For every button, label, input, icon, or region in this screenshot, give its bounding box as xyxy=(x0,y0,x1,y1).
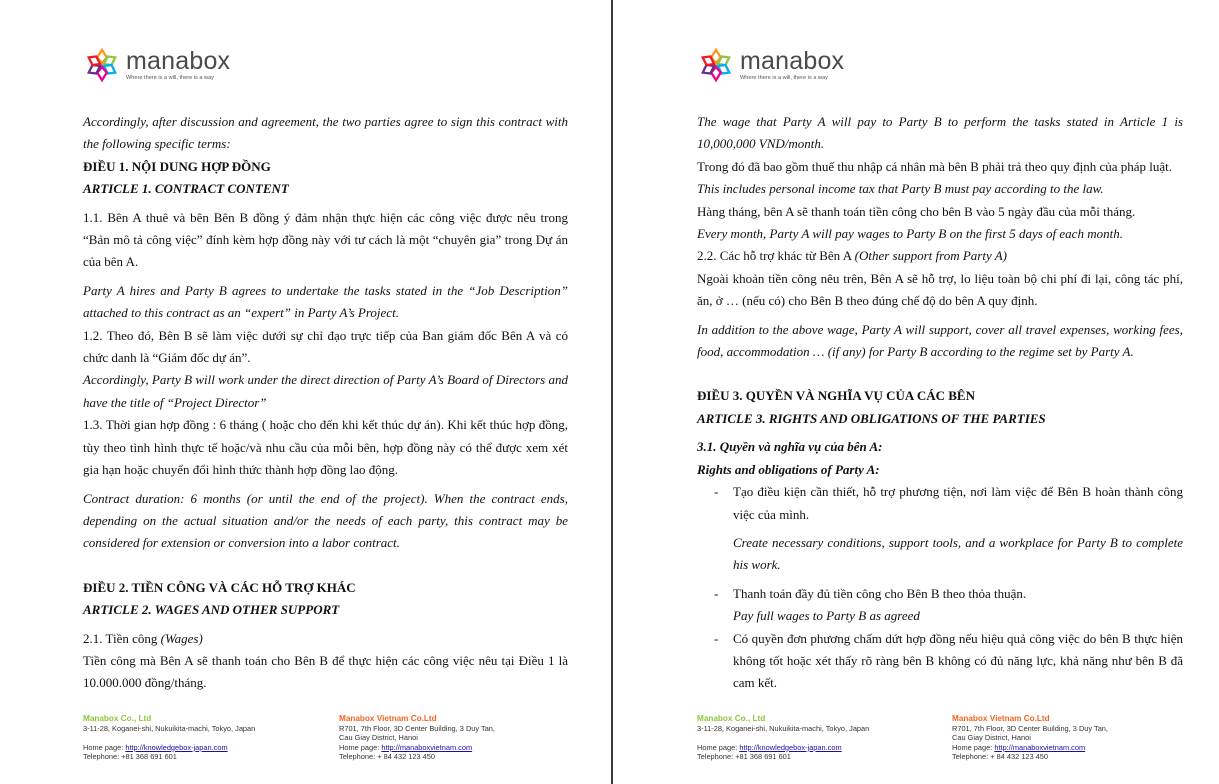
footer-vietnam-home-label: Home page: xyxy=(339,742,382,752)
bullet-dash: - xyxy=(714,585,719,601)
footer-japan-home-label: Home page: xyxy=(697,742,740,752)
bullet-dash: - xyxy=(714,630,719,646)
footer-japan xyxy=(83,714,283,762)
bullet-dash: - xyxy=(714,484,719,500)
clause-3-1-vi: 3.1. Quyền và nghĩa vụ của bên A: xyxy=(697,439,883,455)
footer-vietnam xyxy=(952,714,1152,762)
obligation-1-en: Create necessary conditions, support tools, and a workplace for Party B to complete his work. xyxy=(733,534,1183,573)
tax-en: This includes personal income tax that Party B must pay according to the law. xyxy=(697,181,1104,197)
footer-vietnam-address-2: Cau Giay District, Hanoi xyxy=(339,733,418,743)
footer-vietnam-address-2: Cau Giay District, Hanoi xyxy=(952,733,1031,743)
footer-vietnam-telephone: Telephone: + 84 432 123 450 xyxy=(952,752,1048,762)
manabox-logo xyxy=(697,46,844,84)
footer-japan-address: 3-11-28, Koganei-shi, Nukuikita-machi, Tokyo, Japan xyxy=(697,723,870,733)
tax-vi: Trong đó đã bao gồm thuế thu nhập cá nhân mà bên B phải trả theo quy định của pháp luật. xyxy=(697,158,1173,174)
flower-logo-icon xyxy=(83,46,121,84)
article-2-heading-en: ARTICLE 2. WAGES AND OTHER SUPPORT xyxy=(83,602,340,618)
article-3-heading-vi: ĐIỀU 3. QUYỀN VÀ NGHĨA VỤ CỦA CÁC BÊN xyxy=(697,388,975,404)
clause-2-1-vi: 2.1. Tiền công xyxy=(83,630,161,646)
clause-2-1-en: (Wages) xyxy=(160,630,203,646)
support-vi: Ngoài khoản tiền công nêu trên, Bên A sẽ hỗ trợ, lo liệu toàn bộ chi phí đi lại, công tác phí, ăn, ở … (nếu có) cho Bên B theo đúng chế độ do bên A quy định. xyxy=(697,270,1183,309)
footer-vietnam-home-link[interactable]: http://manaboxvietnam.com xyxy=(381,742,473,752)
footer-vietnam-address-1: R701, 7th Floor, 3D Center Building, 3 Duy Tan, xyxy=(339,723,495,733)
footer-japan-home-link[interactable]: http://knowledgebox-japan.com xyxy=(125,742,228,752)
article-1-heading-vi: ĐIỀU 1. NỘI DUNG HỢP ĐỒNG xyxy=(83,158,271,174)
obligation-1-vi: Tạo điều kiện cần thiết, hỗ trợ phương tiện, nơi làm việc để Bên B hoàn thành công việc của mình. xyxy=(733,484,1183,522)
clause-2-1-body: Tiền công mà Bên A sẽ thanh toán cho Bên B để thực hiện các công việc nêu tại Điều 1 là 10.000.000 đồng/tháng. xyxy=(83,652,568,691)
footer-vietnam-company: Manabox Vietnam Co.Ltd xyxy=(339,714,437,723)
clause-2-1-title xyxy=(83,628,568,650)
monthly-en: Every month, Party A will pay wages to Party B on the first 5 days of each month. xyxy=(697,226,1123,242)
list-item xyxy=(697,628,1183,695)
footer-japan-telephone: Telephone: +81 368 691 601 xyxy=(697,752,791,762)
clause-2-2-vi: 2.2. Các hỗ trợ khác từ Bên A xyxy=(697,248,855,264)
list-item xyxy=(697,481,1183,577)
footer-japan-company: Manabox Co., Ltd xyxy=(83,714,152,723)
clause-1-3-vi: 1.3. Thời gian hợp đồng : 6 tháng ( hoặc cho đến khi kết thúc dự án). Khi kết thúc hợp đồng, tùy theo tình hình thực tế hoặc/và nhu cầu của mỗi bên, hợp đồng này có thể được xem xét gia hạn hoặc chuyển đổi hình thức thành hợp đồng lao động. xyxy=(83,417,568,478)
list-item xyxy=(697,583,1183,628)
clause-2-2-title xyxy=(697,245,1183,267)
footer-japan-company: Manabox Co., Ltd xyxy=(697,714,766,723)
clause-1-1-vi: 1.1. Bên A thuê và bên Bên B đồng ý đảm nhận thực hiện các công việc được nêu trong “Bản mô tả công việc” đính kèm hợp đồng này với tư cách là một “chuyên gia” trong Dự án của bên A. xyxy=(83,209,568,270)
obligation-2-vi: Thanh toán đầy đủ tiền công cho Bên B theo thỏa thuận. xyxy=(733,585,1027,601)
manabox-logo xyxy=(83,46,230,84)
flower-logo-icon xyxy=(697,46,735,84)
article-3-heading-en: ARTICLE 3. RIGHTS AND OBLIGATIONS OF THE PARTIES xyxy=(697,410,1046,426)
footer-vietnam xyxy=(339,714,539,762)
document-page-2 xyxy=(613,0,1219,784)
article-2-heading-vi: ĐIỀU 2. TIỀN CÔNG VÀ CÁC HỖ TRỢ KHÁC xyxy=(83,579,356,595)
brand-tagline: Where there is a will, there is a way xyxy=(126,75,214,81)
footer-japan-address: 3-11-28, Koganei-shi, Nukuikita-machi, Tokyo, Japan xyxy=(83,723,256,733)
page-1-body xyxy=(83,111,568,695)
clause-3-1-en: Rights and obligations of Party A: xyxy=(697,461,880,477)
footer-vietnam-home-label: Home page: xyxy=(952,742,995,752)
footer-vietnam-address-1: R701, 7th Floor, 3D Center Building, 3 Duy Tan, xyxy=(952,723,1108,733)
footer-vietnam-home-link[interactable]: http://manaboxvietnam.com xyxy=(994,742,1086,752)
clause-1-2-vi: 1.2. Theo đó, Bên B sẽ làm việc dưới sự chỉ đạo trực tiếp của Ban giám đốc Bên A và có chức danh là “Giám đốc dự án”. xyxy=(83,327,568,366)
support-en: In addition to the above wage, Party A will support, cover all travel expenses, working fees, food, accommodation … (if any) for Party B according to the regime set by Party A. xyxy=(697,321,1183,360)
footer-japan-home-link[interactable]: http://knowledgebox-japan.com xyxy=(739,742,842,752)
brand-name: manabox xyxy=(126,47,231,75)
footer-vietnam-telephone: Telephone: + 84 432 123 450 xyxy=(339,752,435,762)
clause-1-2-en: Accordingly, Party B will work under the direct direction of Party A’s Board of Directors and have the title of “Project Director” xyxy=(83,372,568,410)
clause-1-1-en: Party A hires and Party B agrees to undertake the tasks stated in the “Job Description” attached to this contract as an “expert” in Party A’s Project. xyxy=(83,282,568,321)
article-1-heading-en: ARTICLE 1. CONTRACT CONTENT xyxy=(83,181,289,197)
wage-en: The wage that Party A will pay to Party B to perform the tasks stated in Article 1 is 10,000,000 VND/month. xyxy=(697,114,1183,152)
clause-2-2-en: (Other support from Party A) xyxy=(854,248,1008,264)
footer-japan-home-label: Home page: xyxy=(83,742,126,752)
brand-tagline: Where there is a will, there is a way xyxy=(740,75,828,81)
obligation-3-vi: Có quyền đơn phương chấm dứt hợp đồng nếu hiệu quả công việc do bên B thực hiện không tốt hoặc xét thấy rõ ràng bên B không có đủ năng lực, khả năng như bên B đã cam kết. xyxy=(733,630,1183,691)
page-2-body xyxy=(697,111,1183,695)
footer-japan-telephone: Telephone: +81 368 691 601 xyxy=(83,752,177,762)
clause-1-3-en: Contract duration: 6 months (or until the end of the project). When the contract ends, depending on the actual situation and/or the needs of each party, this contract may be considered for extension or conversion into a labor contract. xyxy=(83,490,568,551)
monthly-vi: Hàng tháng, bên A sẽ thanh toán tiền công cho bên B vào 5 ngày đầu của mỗi tháng. xyxy=(697,203,1136,219)
obligation-2-en: Pay full wages to Party B as agreed xyxy=(733,608,920,624)
footer-japan xyxy=(697,714,897,762)
brand-name: manabox xyxy=(740,47,845,75)
footer-vietnam-company: Manabox Vietnam Co.Ltd xyxy=(952,714,1050,723)
intro-text: Accordingly, after discussion and agreement, the two parties agree to sign this contract with the following specific terms: xyxy=(83,114,568,152)
